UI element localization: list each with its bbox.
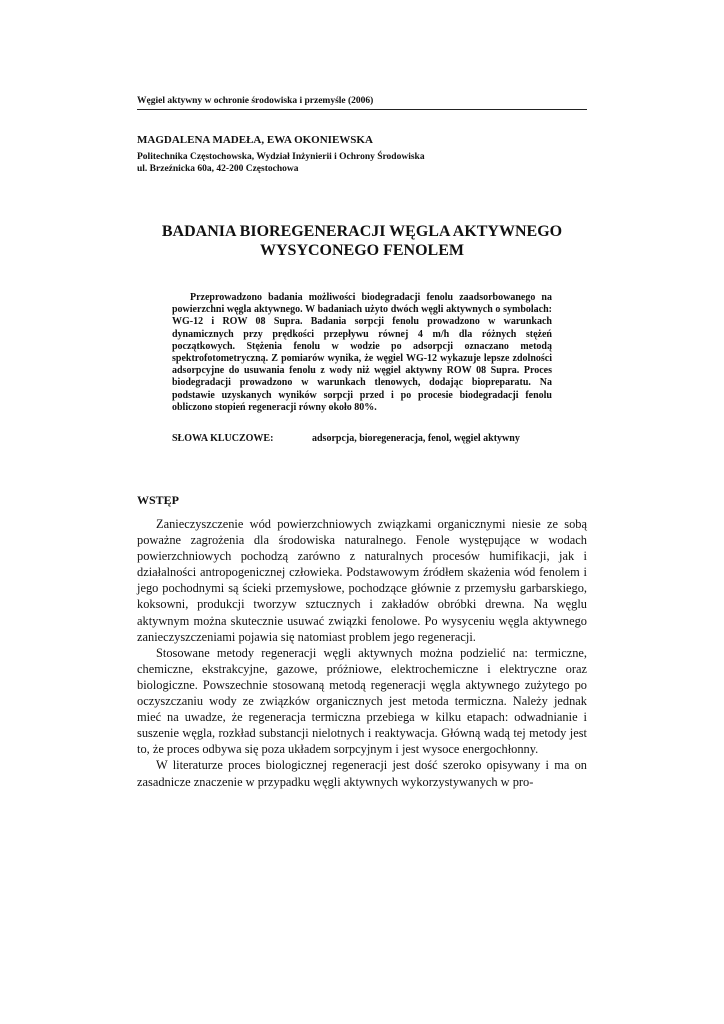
keywords [172, 433, 520, 444]
authors: MAGDALENA MADEŁA, EWA OKONIEWSKA [137, 134, 373, 146]
paper-title-line-1: BADANIA BIOREGENERACJI WĘGLA AKTYWNEGO [161, 223, 563, 240]
section-heading: WSTĘP [137, 493, 180, 507]
running-header: Węgiel aktywny w ochronie środowiska i przemyśle (2006) [137, 96, 587, 110]
abstract-text: Przeprowadzono badania możliwości biodegradacji fenolu zaadsorbowanego na powierzchni węgla aktywnego. W badaniach użyto dwóch węgli aktywnych o symbolach: WG-12 i ROW 08 Supra. Badania sorpcji fenolu prowadzono w warunkach dynamicznych przy prędkości przepływu równej 4 m/h dla różnych stężeń początkowych. Stężenia fenolu w wodzie po adsorpcji oznaczano metodą spektrofotometryczną. Z pomiarów wynika, że węgiel WG-12 wykazuje lepsze zdolności adsorpcyjne do usuwania fenolu z wody niż węgiel aktywny ROW 08 Supra. Proces biodegradacji prowadzono w warunkach tlenowych, dodając biopreparatu. Na podstawie uzyskanych wyników sorpcji przed i po procesie biodegradacji fenolu obliczono stopień regeneracji równy około 80%. [172, 292, 552, 413]
paragraph: Zanieczyszczenie wód powierzchniowych związkami organicznymi niesie ze sobą poważne zagrożenia dla środowiska naturalnego. Fenole występujące w wodach powierzchniowych pochodzą zarówno z naturalnych procesów humifikacji, jak i działalności antropogenicznej człowieka. Podstawowym źródłem skażenia wód fenolem i jego pochodnymi są ścieki przemysłowe, pochodzące głównie z przemysłu garbarskiego, koksowni, produkcji tworzyw sztucznych i zakładów obróbki drewna. Na węglu aktywnym można skutecznie usuwać związki fenolowe. Po wysyceniu węgla aktywnego zanieczyszczeniami pojawia się natomiast problem jego regeneracji. [137, 517, 587, 644]
paragraph: W literaturze proces biologicznej regeneracji jest dość szeroko opisywany i ma on zasadnicze znaczenie w przypadku węgli aktywnych wykorzystywanych w pro- [137, 758, 587, 789]
abstract [172, 292, 552, 414]
paper-title-line-2: WYSYCONEGO FENOLEM [259, 242, 464, 259]
keywords-value: adsorpcja, bioregeneracja, fenol, węgiel aktywny [312, 433, 520, 444]
body-text [137, 516, 587, 790]
affiliation-line-1: Politechnika Częstochowska, Wydział Inżynierii i Ochrony Środowiska [137, 152, 425, 162]
paragraph: Stosowane metody regeneracji węgli aktywnych można podzielić na: termiczne, chemiczne, ekstrakcyjne, gazowe, próżniowe, elektrochemiczne i elektryczne oraz biologiczne. Powszechnie stosowaną metodą regeneracji węgla aktywnego zużytego po oczyszczaniu wody ze związków organicznych jest metoda termiczna. Należy jednak mieć na uwadze, że regeneracja termiczna przebiega w kilku etapach: odwadnianie i suszenie węgla, rozkład substancji nielotnych i reaktywacja. Główną wadą tej metody jest to, że proces odbywa się poza układem sorpcyjnym i jest wysoce energochłonny. [137, 645, 587, 757]
affiliation-line-2: ul. Brzeźnicka 60a, 42-200 Częstochowa [137, 164, 299, 174]
keywords-label: SŁOWA KLUCZOWE: [172, 433, 274, 444]
